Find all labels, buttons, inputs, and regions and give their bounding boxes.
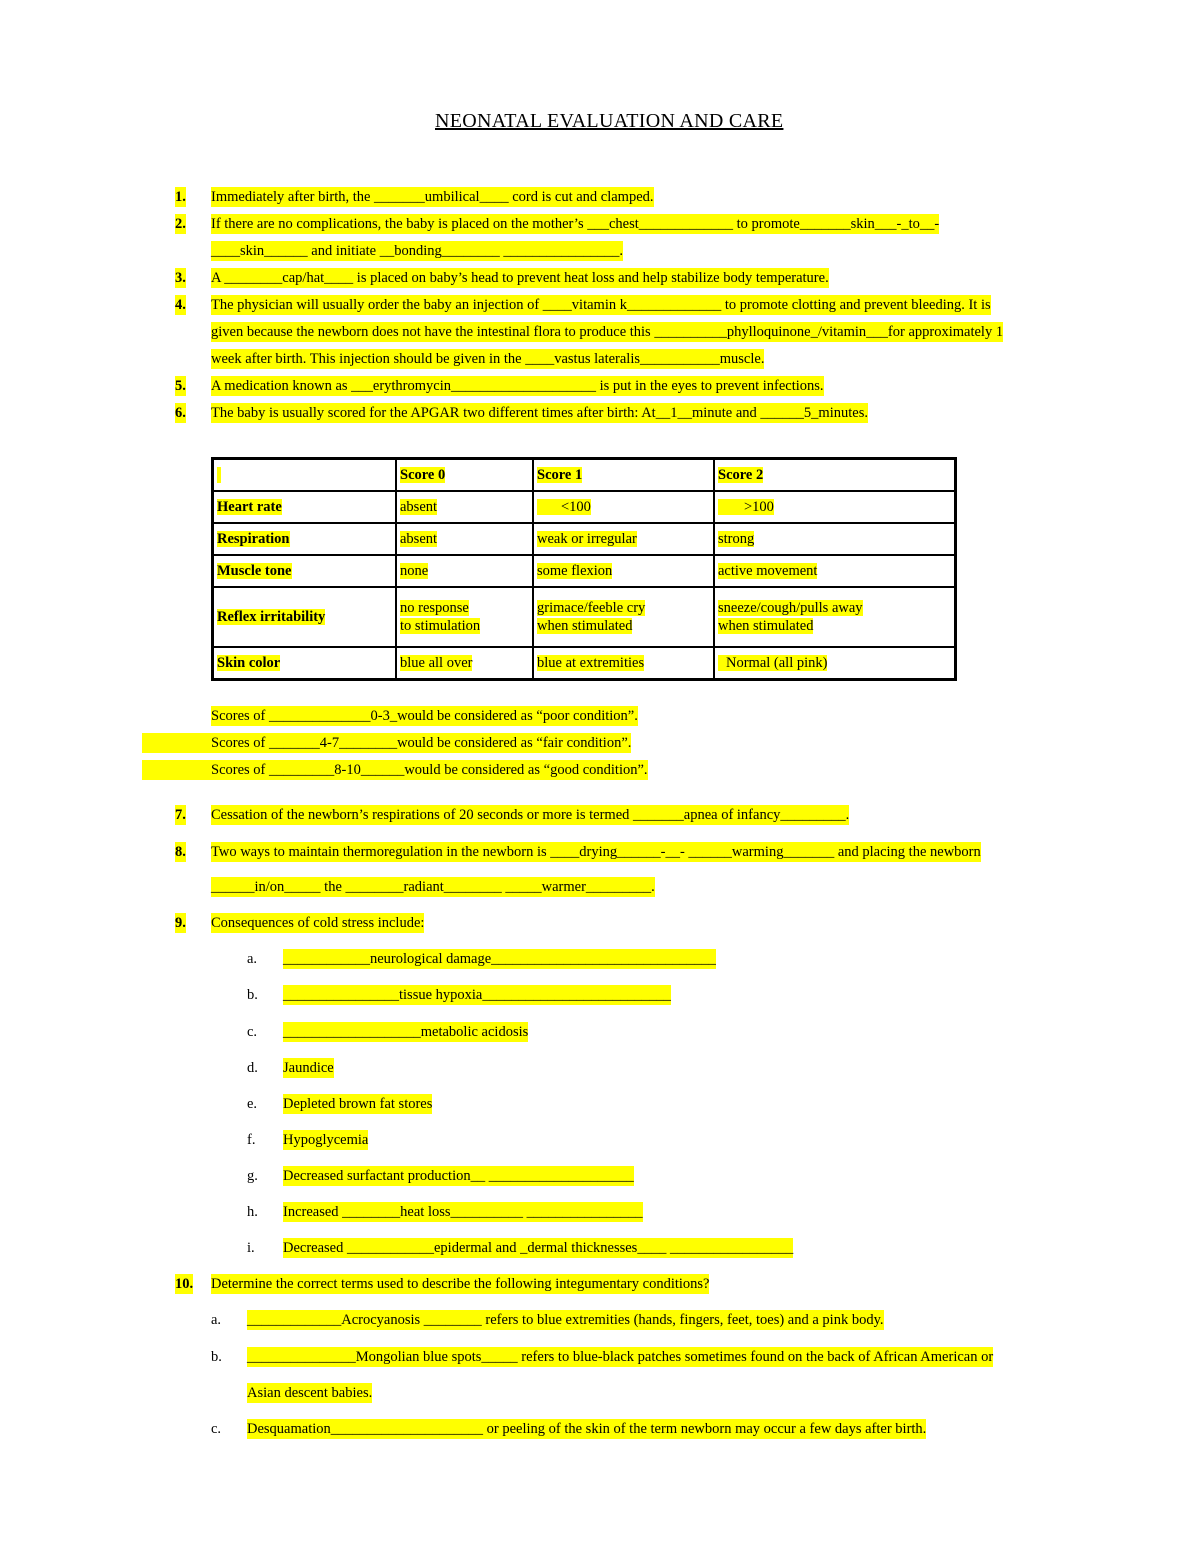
- table-header-cell: [213, 459, 397, 492]
- question-number: 7.: [175, 807, 186, 823]
- item-letter: f.: [247, 1132, 256, 1148]
- item-text: _____________Acrocyanosis ________ refers to blue extremities (hands, fingers, feet, toes) and a pink body.: [247, 1312, 884, 1328]
- table-cell: active movement: [714, 555, 956, 587]
- table-cell: no response to stimulation: [396, 587, 533, 647]
- table-cell: grimace/feeble cry when stimulated: [533, 587, 714, 647]
- question-text: The baby is usually scored for the APGAR two different times after birth: At__1__minute and ______5_minutes.: [211, 405, 868, 421]
- table-row: [213, 647, 956, 680]
- question-text: week after birth. This injection should be given in the ____vastus lateralis___________muscle.: [211, 351, 765, 367]
- item-text: Increased ________heat loss__________ ________________: [283, 1204, 643, 1220]
- item-text: _______________Mongolian blue spots_____ refers to blue-black patches sometimes found on the back of African American or: [247, 1349, 994, 1365]
- question-number: 2.: [175, 216, 186, 232]
- table-cell: <100: [533, 491, 714, 523]
- highlight-bar: [142, 760, 211, 780]
- item-text: ____________neurological damage_______________________________: [283, 951, 716, 967]
- question-text: Immediately after birth, the _______umbilical____ cord is cut and clamped.: [211, 189, 654, 205]
- apgar-table: [211, 457, 957, 681]
- table-cell: blue at extremities: [533, 647, 714, 680]
- row-label: Muscle tone: [213, 555, 397, 587]
- item-letter: g.: [247, 1168, 258, 1184]
- question-text: Determine the correct terms used to describe the following integumentary conditions?: [211, 1276, 710, 1292]
- item-text: Decreased ____________epidermal and _dermal thicknesses____ _________________: [283, 1240, 794, 1256]
- item-text: Desquamation_____________________ or peeling of the skin of the term newborn may occur a few days after birth.: [247, 1421, 927, 1437]
- table-cell: blue all over: [396, 647, 533, 680]
- question-number: 3.: [175, 270, 186, 286]
- question-number: 6.: [175, 405, 186, 421]
- question-text: given because the newborn does not have the intestinal flora to produce this __________phylloquinone_/vitamin___for approximately 1: [211, 324, 1004, 340]
- item-letter: c.: [247, 1024, 258, 1040]
- item-letter: c.: [211, 1421, 222, 1437]
- item-text: Decreased surfactant production__ ____________________: [283, 1168, 634, 1184]
- item-letter: b.: [247, 987, 258, 1003]
- table-cell: strong: [714, 523, 956, 555]
- table-cell: none: [396, 555, 533, 587]
- score-line: Scores of _________8-10______would be considered as “good condition”.: [211, 762, 648, 778]
- question-text: Cessation of the newborn’s respirations of 20 seconds or more is termed _______apnea of infancy_________.: [211, 807, 850, 823]
- highlight-bar: [142, 733, 211, 753]
- table-row: [213, 555, 956, 587]
- item-text: Asian descent babies.: [247, 1385, 373, 1401]
- question-text: A medication known as ___erythromycin____________________ is put in the eyes to prevent infections.: [211, 378, 824, 394]
- question-text: A ________cap/hat____ is placed on baby’s head to prevent heat loss and help stabilize body temperature.: [211, 270, 829, 286]
- item-letter: a.: [211, 1312, 222, 1328]
- row-label: Heart rate: [213, 491, 397, 523]
- row-label: Reflex irritability: [213, 587, 397, 647]
- table-cell: some flexion: [533, 555, 714, 587]
- item-text: Jaundice: [283, 1060, 334, 1076]
- question-number: 10.: [175, 1276, 194, 1292]
- table-cell: >100: [714, 491, 956, 523]
- question-text: Consequences of cold stress include:: [211, 915, 425, 931]
- question-text: If there are no complications, the baby is placed on the mother’s ___chest_____________ to promote_______skin___-_to__-: [211, 216, 940, 232]
- table-header-cell: Score 0: [396, 459, 533, 492]
- question-text: ______in/on_____ the ________radiant________ _____warmer_________.: [211, 879, 655, 895]
- item-letter: i.: [247, 1240, 255, 1256]
- table-cell: absent: [396, 491, 533, 523]
- question-number: 1.: [175, 189, 186, 205]
- item-text: ___________________metabolic acidosis: [283, 1024, 529, 1040]
- score-line: Scores of ______________0-3_would be considered as “poor condition”.: [211, 708, 638, 724]
- item-letter: e.: [247, 1096, 258, 1112]
- item-letter: a.: [247, 951, 258, 967]
- table-row: [213, 491, 956, 523]
- item-text: ________________tissue hypoxia__________________________: [283, 987, 671, 1003]
- table-cell: sneeze/cough/pulls away when stimulated: [714, 587, 956, 647]
- table-cell: Normal (all pink): [714, 647, 956, 680]
- question-text: ____skin______ and initiate __bonding________ ________________.: [211, 243, 624, 259]
- item-text: Hypoglycemia: [283, 1132, 369, 1148]
- table-cell: absent: [396, 523, 533, 555]
- question-number: 5.: [175, 378, 186, 394]
- item-letter: h.: [247, 1204, 258, 1220]
- row-label: Respiration: [213, 523, 397, 555]
- question-text: Two ways to maintain thermoregulation in the newborn is ____drying______-__- ______warming_______ and placing the newborn: [211, 844, 981, 860]
- page-title: NEONATAL EVALUATION AND CARE: [435, 110, 784, 132]
- table-header-row: [213, 459, 956, 492]
- item-letter: d.: [247, 1060, 258, 1076]
- table-header-cell: Score 1: [533, 459, 714, 492]
- item-text: Depleted brown fat stores: [283, 1096, 433, 1112]
- question-number: 9.: [175, 915, 186, 931]
- table-row: [213, 587, 956, 647]
- row-label: Skin color: [213, 647, 397, 680]
- table-row: [213, 523, 956, 555]
- table-cell: weak or irregular: [533, 523, 714, 555]
- table-header-cell: Score 2: [714, 459, 956, 492]
- question-number: 4.: [175, 297, 186, 313]
- item-letter: b.: [211, 1349, 222, 1365]
- score-line: Scores of _______4-7________would be considered as “fair condition”.: [211, 735, 632, 751]
- question-text: The physician will usually order the baby an injection of ____vitamin k_____________ to promote clotting and prevent bleeding. It is: [211, 297, 991, 313]
- question-number: 8.: [175, 844, 186, 860]
